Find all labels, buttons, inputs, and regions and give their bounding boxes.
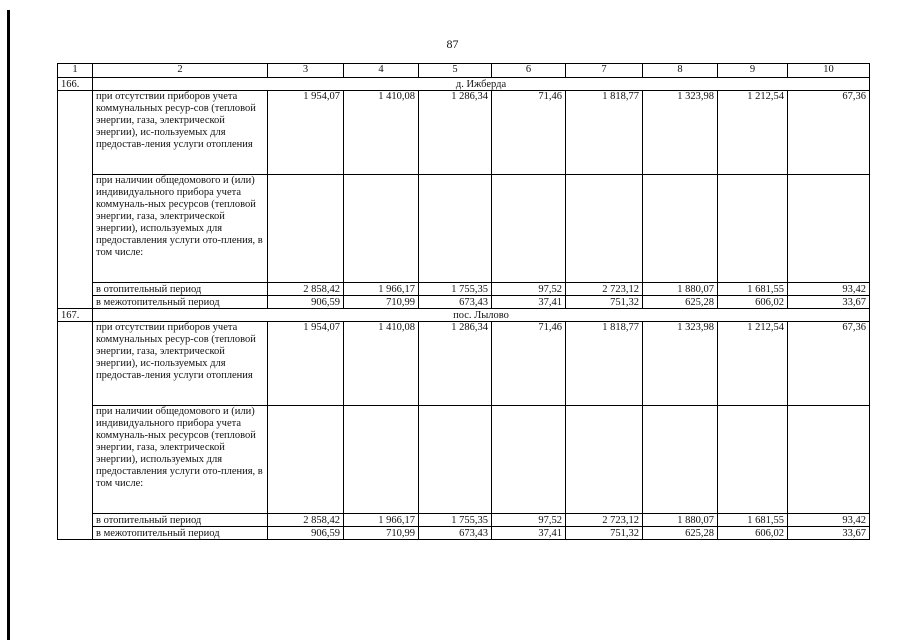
table-cell: 2 723,12	[566, 514, 643, 527]
table-cell: 37,41	[492, 296, 566, 309]
table-cell: 625,28	[643, 296, 718, 309]
table-cell: 97,52	[492, 283, 566, 296]
page-number: 87	[446, 37, 459, 51]
table-row	[58, 514, 870, 527]
section-header-row	[58, 78, 870, 91]
table-cell: 1 954,07	[268, 91, 344, 175]
row-label: в отопительный период	[93, 514, 268, 527]
settlement-name: пос. Лылово	[93, 309, 870, 322]
table-cell: 97,52	[492, 514, 566, 527]
table-cell	[788, 175, 870, 283]
row-label: в отопительный период	[93, 283, 268, 296]
table-cell: 751,32	[566, 296, 643, 309]
row-number-spacer	[58, 322, 93, 540]
table-row	[58, 406, 870, 514]
row-label: при отсутствии приборов учета коммунальных ресур-сов (тепловой энергии, газа, электрической энергии), ис-пользуемых для предостав-ления услуги отопления	[93, 322, 268, 406]
table-cell	[643, 406, 718, 514]
table-cell: 1 212,54	[718, 322, 788, 406]
table-cell: 1 818,77	[566, 322, 643, 406]
row-number: 167.	[58, 309, 93, 322]
table-cell	[492, 406, 566, 514]
table-cell: 1 954,07	[268, 322, 344, 406]
table-cell: 1 410,08	[344, 91, 419, 175]
row-label: при отсутствии приборов учета коммунальных ресур-сов (тепловой энергии, газа, электрической энергии), ис-пользуемых для предостав-ления услуги отопления	[93, 91, 268, 175]
table-row	[58, 175, 870, 283]
page-edge-bar	[7, 10, 10, 640]
table-cell: 33,67	[788, 296, 870, 309]
column-header: 2	[93, 64, 268, 78]
table-cell	[419, 175, 492, 283]
column-header: 7	[566, 64, 643, 78]
column-header: 10	[788, 64, 870, 78]
table-cell: 1 755,35	[419, 283, 492, 296]
row-number: 166.	[58, 78, 93, 91]
table-cell: 71,46	[492, 91, 566, 175]
section-header-row	[58, 309, 870, 322]
table-cell: 1 880,07	[643, 514, 718, 527]
table-row	[58, 91, 870, 175]
column-header-row	[58, 64, 870, 78]
table-cell: 37,41	[492, 527, 566, 540]
row-number-spacer	[58, 91, 93, 309]
table-cell	[268, 406, 344, 514]
table-cell: 625,28	[643, 527, 718, 540]
table-row	[58, 527, 870, 540]
table-cell: 1 286,34	[419, 322, 492, 406]
table-cell	[566, 406, 643, 514]
table-cell: 71,46	[492, 322, 566, 406]
column-header: 6	[492, 64, 566, 78]
table-cell: 1 681,55	[718, 514, 788, 527]
column-header: 8	[643, 64, 718, 78]
row-label: при наличии общедомового и (или) индивидуального прибора учета коммуналь-ных ресурсов (тепловой энергии, газа, электрической энергии), используемых для предоставления услуги ото-пления, в том числе:	[93, 175, 268, 283]
table-cell: 906,59	[268, 527, 344, 540]
table-cell	[344, 406, 419, 514]
table-cell: 673,43	[419, 527, 492, 540]
table-cell: 2 723,12	[566, 283, 643, 296]
table-cell: 1 323,98	[643, 322, 718, 406]
tariff-table	[57, 63, 870, 540]
table-cell: 1 818,77	[566, 91, 643, 175]
table-cell	[268, 175, 344, 283]
table-cell: 93,42	[788, 514, 870, 527]
table-cell	[718, 175, 788, 283]
table-cell	[492, 175, 566, 283]
table-cell: 606,02	[718, 527, 788, 540]
table-cell: 1 755,35	[419, 514, 492, 527]
table-cell: 1 323,98	[643, 91, 718, 175]
table-cell: 906,59	[268, 296, 344, 309]
table-row	[58, 296, 870, 309]
table-cell: 2 858,42	[268, 283, 344, 296]
table-cell	[344, 175, 419, 283]
table-cell	[718, 406, 788, 514]
table-cell	[643, 175, 718, 283]
table-cell: 1 681,55	[718, 283, 788, 296]
table-cell: 1 966,17	[344, 283, 419, 296]
column-header: 9	[718, 64, 788, 78]
table-cell: 1 286,34	[419, 91, 492, 175]
column-header: 3	[268, 64, 344, 78]
table-cell: 710,99	[344, 296, 419, 309]
table-cell: 606,02	[718, 296, 788, 309]
table-cell	[566, 175, 643, 283]
table-cell: 67,36	[788, 91, 870, 175]
row-label: при наличии общедомового и (или) индивидуального прибора учета коммуналь-ных ресурсов (тепловой энергии, газа, электрической энергии), используемых для предоставления услуги ото-пления, в том числе:	[93, 406, 268, 514]
table-cell	[419, 406, 492, 514]
settlement-name: д. Ижберда	[93, 78, 870, 91]
table-row	[58, 283, 870, 296]
table-cell: 33,67	[788, 527, 870, 540]
table-cell: 751,32	[566, 527, 643, 540]
table-cell: 67,36	[788, 322, 870, 406]
table-cell: 1 410,08	[344, 322, 419, 406]
table-cell	[788, 406, 870, 514]
column-header: 5	[419, 64, 492, 78]
table-cell: 1 880,07	[643, 283, 718, 296]
column-header: 4	[344, 64, 419, 78]
table-row	[58, 322, 870, 406]
table-body	[58, 64, 870, 540]
table-cell: 93,42	[788, 283, 870, 296]
table-cell: 1 966,17	[344, 514, 419, 527]
table-cell: 673,43	[419, 296, 492, 309]
row-label: в межотопительный период	[93, 296, 268, 309]
table-cell: 710,99	[344, 527, 419, 540]
row-label: в межотопительный период	[93, 527, 268, 540]
table-cell: 2 858,42	[268, 514, 344, 527]
column-header: 1	[58, 64, 93, 78]
table-cell: 1 212,54	[718, 91, 788, 175]
